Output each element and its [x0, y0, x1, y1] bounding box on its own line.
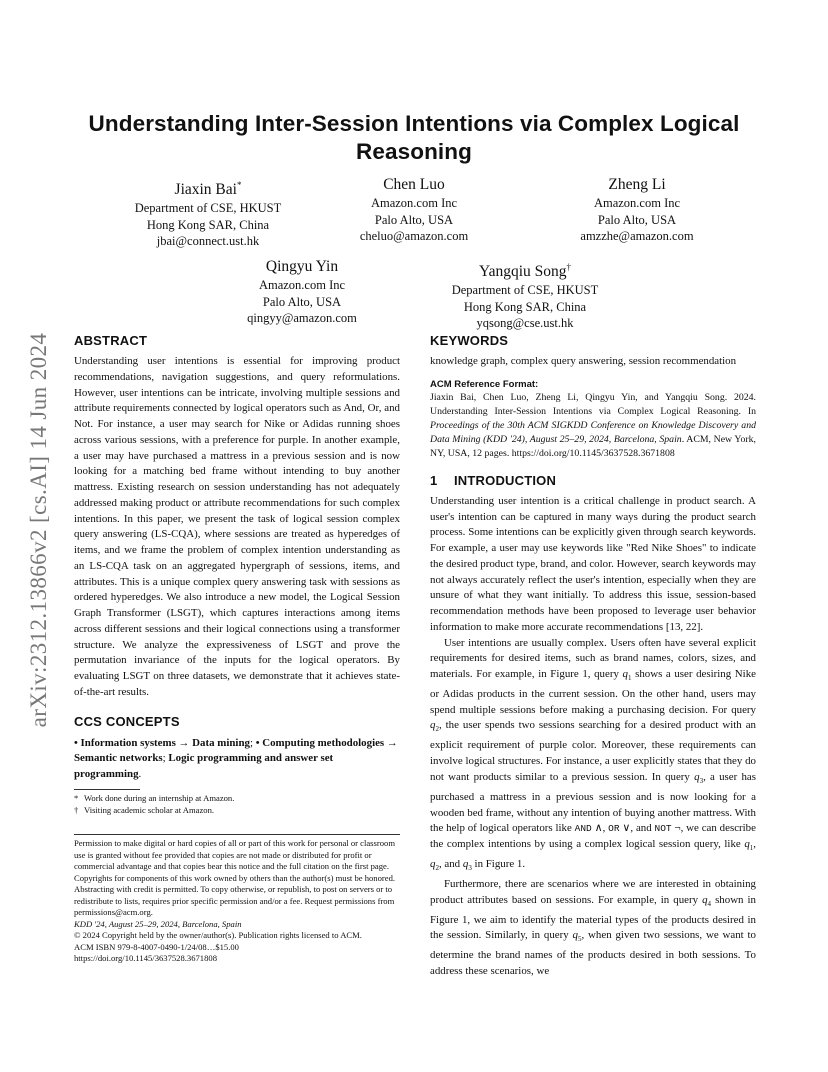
ccs-concept: • Computing methodologies → Semantic networks — [74, 736, 398, 765]
author-block — [517, 175, 757, 245]
author-location: Palo Alto, USA — [374, 212, 454, 227]
author-email: qingyy@amazon.com — [247, 311, 357, 325]
ccs-heading: CCS CONCEPTS — [74, 713, 180, 729]
author-name: Jiaxin Bai — [174, 181, 237, 199]
footnote: * Work done during an internship at Amazon. — [74, 793, 235, 803]
author-email: cheluo@amazon.com — [359, 229, 469, 243]
author-email: yqsong@cse.ust.hk — [476, 316, 574, 331]
footnote-rule — [74, 789, 140, 790]
permission-rule — [74, 834, 400, 835]
author-affiliation: Department of CSE, HKUST — [134, 201, 282, 216]
intro-paragraph: User intentions are usually complex. Users often have several explicit requirements for desired items, such as brand names, colors, sizes, and materials. For example, in Figure 1, query $q_1$ shows a user desiring Nike or Adidas products in the current session. On the other hand, users may spend multiple sessions before making a purchasing decision. For query $q_2$, the user spends two sessions searching for a desired product with an explicit requirement of purple color. Moreover, these requirements can involve logical structures. For instance, a user explicitly states that they do not want products similar to a previous session. In query $q_3$, a user has purchased a mattress in a previous session and is now looking for a wooden bed frame, without any intention of buying another mattress. With the help of logical operators like AND ∧, OR ∨, and NOT ¬, we can describe the complex intentions by using a complex logical session query, like $q_1$, $q_2$, and $q_3$ in Figure 1. — [430, 636, 756, 873]
footnotes — [74, 793, 400, 816]
intro-paragraph: Understanding user intention is a critical challenge in product search. A user's intention can be captured in many ways during the product search process. Some intentions can be explicitly given through search keywords. For example, a user may use keywords like "Red Nike Shoes" to indicate the desired product type, brand, and color. However, search keywords may not always accurately reflect the user's intention, especially when they are unsure of what they want initially. To address this issue, session-based recommendation methods have been proposed to leverage user behavior information to make more accurate recommendations [13, 22]. — [430, 494, 756, 633]
copyright: © 2024 Copyright held by the owner/author(s). Publication rights licensed to ACM. — [74, 930, 362, 940]
author-name: Qingyu Yin — [265, 258, 339, 275]
reference-format-text: Jiaxin Bai, Chen Luo, Zheng Li, Qingyu Yin, and Yangqiu Song. 2024. Understanding Inter-Session Intentions via Complex Logical Reasoning. In Proceedings of the 30th ACM SIGKDD Conference on Knowledge Discovery and Data Mining (KDD '24), August 25–29, 2024, Barcelona, Spain. ACM, New York, NY, USA, 12 pages. https://doi.org/10.1145/3637528.3671808 — [430, 391, 756, 459]
keywords-text: knowledge graph, complex query answering, session recommendation — [430, 355, 737, 367]
reference-format-heading: ACM Reference Format: — [430, 378, 539, 390]
abstract-heading: ABSTRACT — [74, 333, 148, 348]
author-block — [405, 257, 645, 332]
intro-paragraph: Furthermore, there are scenarios where we are interested in obtaining product attributes based on sessions. For example, in query $q_4$ shown in Figure 1, we aim to identify the material types of the products desired in the session. Similarly, in query $q_5$, when given two sessions, we want to determine the brand names of the products desired in both sessions. To address these scenarios, we — [430, 877, 756, 977]
arxiv-stamp — [22, 300, 56, 760]
author-email: amzzhe@amazon.com — [580, 229, 694, 243]
author-email: jbai@connect.ust.hk — [156, 234, 260, 249]
footnote: † Visiting academic scholar at Amazon. — [74, 804, 215, 815]
permission-block — [74, 838, 400, 965]
permission-text: Permission to make digital or hard copies of all or part of this work for personal or classroom use is granted without fee provided that copies are not made or distributed for profit or commercial advantage and that copies bear this notice and the full citation on the first page. Copyrights for components of this work owned by others than the author(s) must be honored. Abstracting with credit is permitted. To copy otherwise, or republish, to post on servers or to redistribute to lists, requires prior specific permission and/or a fee. Request permissions from permissions@acm.org. — [74, 838, 396, 917]
keywords-heading: KEYWORDS — [430, 333, 509, 348]
venue-short: KDD '24, August 25–29, 2024, Barcelona, Spain — [74, 918, 242, 929]
right-column — [430, 333, 756, 980]
paper-title: Understanding Inter-Session Intentions via Complex Logical Reasoning — [88, 111, 740, 164]
author-location: Palo Alto, USA — [597, 212, 677, 227]
author-name: Yangqiu Song — [478, 263, 567, 281]
author-block — [294, 175, 534, 245]
abstract-text: Understanding user intentions is essential for improving product recommendations, navigation suggestions, and query reformulations. However, user intentions can be intricate, involving multiple sessions and attribute requirements connected by logical operators such as And, Or, and Not. For instance, a user may search for Nike or Adidas running shoes across various sessions, with a preference for purple. In another example, a user may have purchased a mattress in a previous session and is now looking for a matching bed frame without intending to buy another mattress. Existing research on session understanding has not adequately addressed making product or attribute recommendations for such complex intentions. In this paper, we present the task of logical session complex query answering (LS-CQA), where sessions are treated as hyperedges of items, and we frame the problem of complex intention understanding as an LS-CQA task on an aggregated hypergraph of sessions, items, and attributes. This is a unique complex query answering task with sessions as ordered hyperedges. We also introduce a new model, the Logical Session Graph Transformer (LSGT), which captures interactions among items across different sessions and their logical connections using a transformer structure. We analyze the expressiveness of LSGT and prove the permutation invariance of the inputs for the logical operators. By evaluating LSGT on three datasets, we demonstrate that it achieves state-of-the-art results. — [74, 355, 400, 698]
isbn: ACM ISBN 979-8-4007-0490-1/24/08…$15.00 — [74, 941, 239, 952]
author-name: Chen Luo — [383, 176, 445, 193]
intro-heading: 1 INTRODUCTION — [430, 472, 557, 488]
author-location: Hong Kong SAR, China — [463, 299, 587, 314]
author-block — [182, 257, 422, 327]
author-block — [88, 175, 328, 250]
left-column — [74, 333, 400, 783]
author-affiliation: Department of CSE, HKUST — [451, 283, 599, 298]
author-affiliation: Amazon.com Inc — [370, 196, 458, 210]
author-mark: * — [236, 180, 242, 190]
ccs-concept: • Information systems → Data mining — [74, 736, 250, 749]
author-mark: † — [566, 262, 572, 272]
ccs-concept: Logic programming and answer set programming — [74, 752, 334, 780]
author-location: Palo Alto, USA — [262, 294, 342, 309]
arxiv-id: arXiv:2312.13866v2 [cs.AI] 14 Jun 2024 — [26, 332, 51, 728]
doi-link[interactable]: https://doi.org/10.1145/3637528.3671808 — [74, 953, 217, 963]
author-location: Hong Kong SAR, China — [146, 217, 270, 232]
author-affiliation: Amazon.com Inc — [258, 278, 346, 292]
ccs-concepts: • Information systems → Data mining; • Computing methodologies → Semantic networks; Logic programming and answer set programming. — [74, 736, 398, 780]
author-name: Zheng Li — [608, 176, 666, 193]
author-affiliation: Amazon.com Inc — [593, 196, 681, 210]
